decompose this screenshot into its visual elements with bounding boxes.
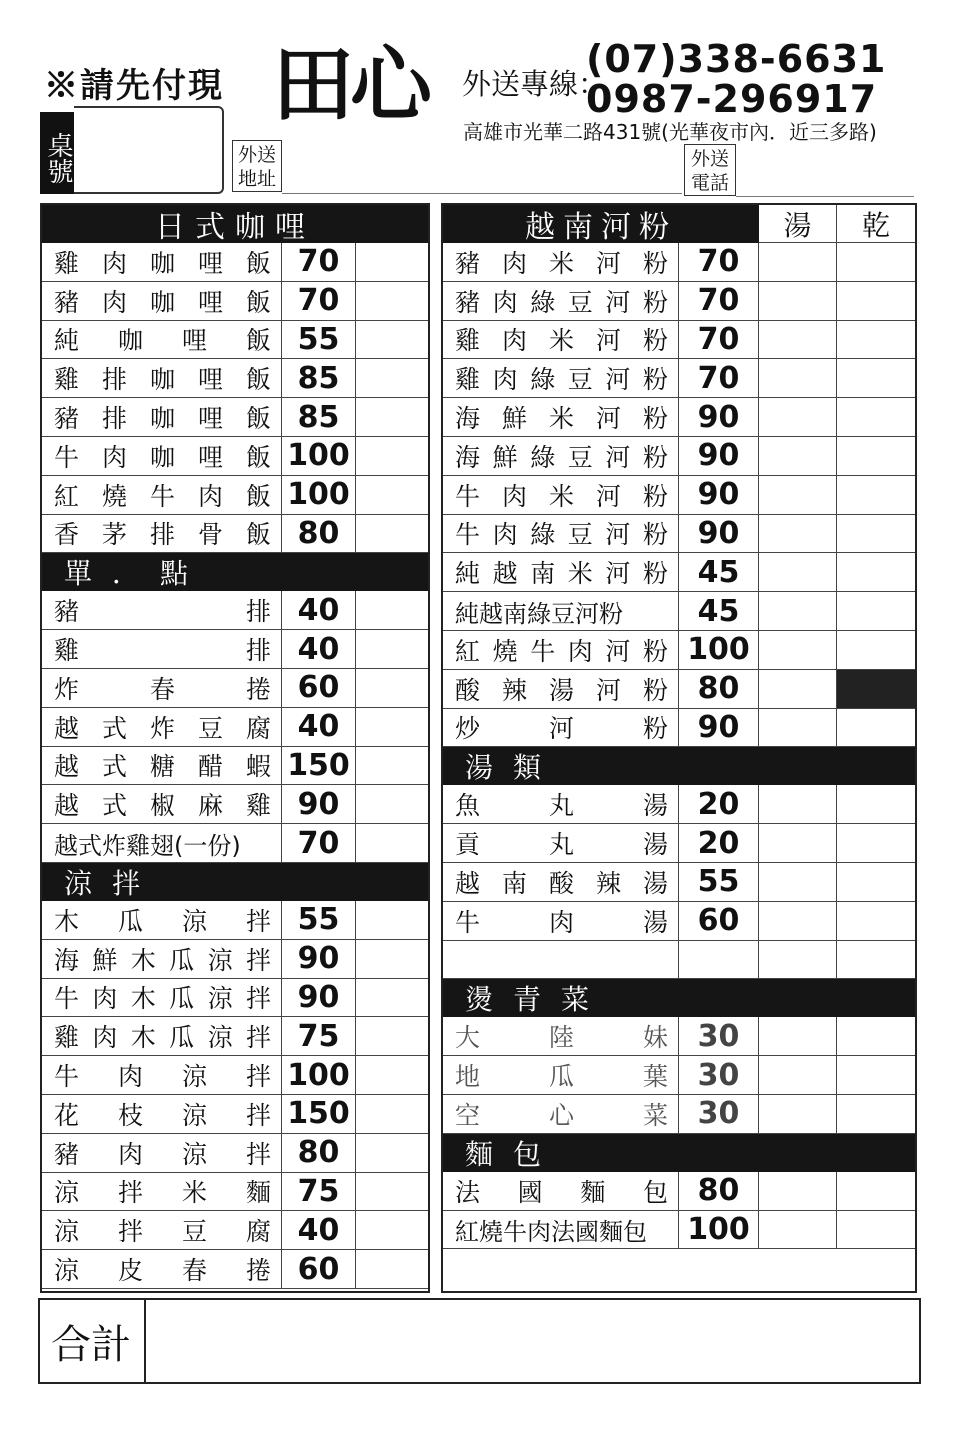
item-name: 紅燒牛肉法國麵包 (443, 1211, 679, 1249)
item-name: 大 陸 妹 (443, 1017, 679, 1055)
item-price: 30 (679, 1095, 759, 1133)
item-price: 100 (679, 1211, 759, 1249)
soup-quantity-cell[interactable] (759, 1211, 837, 1249)
quantity-cell[interactable] (356, 1173, 428, 1211)
menu-row (42, 1056, 428, 1095)
item-name: 海 鮮 木 瓜 涼 拌 (42, 940, 282, 978)
delivery-address-field[interactable] (282, 193, 682, 194)
item-name: 純越南綠豆河粉 (443, 592, 679, 630)
item-name: 法 國 麵 包 (443, 1172, 679, 1210)
soup-quantity-cell[interactable] (759, 282, 837, 320)
menu-row (443, 709, 915, 748)
item-price: 70 (282, 282, 356, 320)
item-price: 90 (679, 515, 759, 553)
item-name: 海 鮮 米 河 粉 (443, 398, 679, 436)
soup-quantity-cell[interactable] (759, 515, 837, 553)
item-price: 55 (282, 321, 356, 359)
soup-quantity-cell[interactable] (759, 359, 837, 397)
blank-cell[interactable] (443, 941, 679, 979)
quantity-cell[interactable] (356, 321, 428, 359)
item-name: 涼 拌 米 麵 (42, 1173, 282, 1211)
item-name: 紅 燒 牛 肉 飯 (42, 476, 282, 514)
menu-row (42, 940, 428, 979)
soup-quantity-cell[interactable] (759, 863, 837, 901)
item-price: 70 (679, 282, 759, 320)
soup-quantity-cell[interactable] (759, 592, 837, 630)
item-price: 100 (282, 476, 356, 514)
item-name: 牛 肉 涼 拌 (42, 1056, 282, 1094)
item-price: 60 (679, 902, 759, 940)
quantity-cell[interactable] (356, 1017, 428, 1055)
soup-quantity-cell[interactable] (759, 1095, 837, 1133)
item-price: 30 (679, 1017, 759, 1055)
soup-quantity-cell[interactable] (759, 902, 837, 940)
section-title: 燙青菜 (465, 983, 610, 1017)
menu-row (443, 670, 915, 709)
item-name: 雞 排 咖 哩 飯 (42, 359, 282, 397)
menu-row (443, 631, 915, 670)
item-price: 55 (282, 901, 356, 939)
item-price: 70 (679, 321, 759, 359)
item-name: 炒 河 粉 (443, 709, 679, 747)
table-number-label: 桌號 (40, 112, 74, 194)
quantity-cell[interactable] (356, 1134, 428, 1172)
item-name: 越式炸雞翅(一份) (42, 824, 282, 862)
item-name: 紅 燒 牛 肉 河 粉 (443, 631, 679, 669)
shop-logo: 田心 (272, 37, 429, 133)
menu-row (443, 243, 915, 282)
soup-quantity-cell[interactable] (759, 824, 837, 862)
item-price: 70 (679, 359, 759, 397)
quantity-cell[interactable] (356, 243, 428, 281)
item-name: 豬 肉 綠 豆 河 粉 (443, 282, 679, 320)
item-price: 85 (282, 398, 356, 436)
item-name: 純 越 南 米 河 粉 (443, 553, 679, 591)
soup-quantity-cell[interactable] (759, 1017, 837, 1055)
item-name: 豬 排 (42, 591, 282, 629)
menu-row (443, 321, 915, 360)
item-price: 40 (282, 591, 356, 629)
item-name: 牛 肉 綠 豆 河 粉 (443, 515, 679, 553)
menu-row (42, 243, 428, 282)
dry-quantity-cell[interactable] (837, 592, 915, 630)
soup-quantity-cell[interactable] (759, 243, 837, 281)
dry-quantity-cell[interactable] (837, 902, 915, 940)
item-price: 75 (282, 1173, 356, 1211)
section-header-greens (443, 979, 915, 1017)
total-box[interactable] (38, 1298, 921, 1384)
menu-row (42, 398, 428, 437)
item-price: 40 (282, 1211, 356, 1249)
menu-row (443, 592, 915, 631)
item-name: 炸 春 捲 (42, 669, 282, 707)
column-dry-header: 乾 (837, 205, 915, 243)
delivery-phone-field[interactable] (736, 196, 914, 197)
item-price: 45 (679, 553, 759, 591)
item-price: 85 (282, 359, 356, 397)
item-name: 牛 肉 湯 (443, 902, 679, 940)
section-title: 湯類 (465, 751, 562, 785)
menu-row (443, 1095, 915, 1134)
quantity-cell[interactable] (356, 359, 428, 397)
menu-row (42, 979, 428, 1018)
quantity-cell[interactable] (356, 824, 428, 862)
shop-address: 高雄市光華二路431號(光華夜市內．近三多路) (463, 120, 877, 144)
soup-quantity-cell[interactable] (759, 631, 837, 669)
item-price: 20 (679, 785, 759, 823)
menu-row (42, 747, 428, 786)
dry-quantity-cell[interactable] (837, 670, 915, 708)
item-price: 60 (282, 1250, 356, 1288)
menu-row (42, 476, 428, 515)
item-name: 雞 肉 米 河 粉 (443, 321, 679, 359)
quantity-cell[interactable] (356, 940, 428, 978)
menu-row (443, 824, 915, 863)
blank-cell[interactable] (759, 941, 837, 979)
delivery-phone-label: 外送電話 (684, 144, 736, 196)
soup-quantity-cell[interactable] (759, 398, 837, 436)
menu-row (42, 630, 428, 669)
phone-mobile: 0987-296917 (586, 77, 878, 121)
column-soup-header: 湯 (759, 205, 837, 243)
dry-quantity-cell[interactable] (837, 282, 915, 320)
item-price: 80 (282, 515, 356, 553)
dry-quantity-cell[interactable] (837, 863, 915, 901)
menu-row (42, 321, 428, 360)
section-title: 越南河粉 (443, 205, 759, 243)
item-name: 貢 丸 湯 (443, 824, 679, 862)
dry-quantity-cell[interactable] (837, 1172, 915, 1210)
section-header-bread (443, 1134, 915, 1172)
item-price: 55 (679, 863, 759, 901)
menu-row (443, 398, 915, 437)
quantity-cell[interactable] (356, 515, 428, 553)
phone-landline: (07)338-6631 (586, 37, 887, 81)
item-price: 100 (679, 631, 759, 669)
menu-row (42, 1173, 428, 1212)
table-number-field[interactable] (74, 106, 224, 194)
item-price: 90 (679, 398, 759, 436)
quantity-cell[interactable] (356, 630, 428, 668)
item-price: 70 (282, 824, 356, 862)
item-name: 牛 肉 木 瓜 涼 拌 (42, 979, 282, 1017)
quantity-cell[interactable] (356, 591, 428, 629)
soup-quantity-cell[interactable] (759, 709, 837, 747)
menu-row (443, 476, 915, 515)
menu-row (443, 863, 915, 902)
soup-quantity-cell[interactable] (759, 785, 837, 823)
item-name: 地 瓜 葉 (443, 1056, 679, 1094)
item-name: 空 心 菜 (443, 1095, 679, 1133)
dry-quantity-cell[interactable] (837, 709, 915, 747)
soup-quantity-cell[interactable] (759, 321, 837, 359)
left-menu-column (40, 203, 430, 1293)
item-name: 涼 拌 豆 腐 (42, 1211, 282, 1249)
right-menu-column (441, 203, 917, 1293)
item-name: 越 南 酸 辣 湯 (443, 863, 679, 901)
item-name: 豬 肉 咖 哩 飯 (42, 282, 282, 320)
item-name: 越 式 椒 麻 雞 (42, 785, 282, 823)
item-name: 酸 辣 湯 河 粉 (443, 670, 679, 708)
delivery-hotline-label: 外送專線： (462, 67, 608, 101)
menu-row (42, 282, 428, 321)
section-title: 日式咖哩 (155, 210, 315, 245)
item-name: 豬 肉 米 河 粉 (443, 243, 679, 281)
menu-row (42, 1134, 428, 1173)
dry-quantity-cell[interactable] (837, 243, 915, 281)
item-name: 越 式 炸 豆 腐 (42, 708, 282, 746)
soup-quantity-cell[interactable] (759, 1172, 837, 1210)
quantity-cell[interactable] (356, 785, 428, 823)
delivery-address-label: 外送地址 (232, 140, 282, 192)
menu-row (443, 359, 915, 398)
menu-row (443, 902, 915, 941)
section-title: 麵包 (465, 1137, 562, 1171)
blank-cell[interactable] (679, 941, 759, 979)
item-price: 90 (282, 940, 356, 978)
quantity-cell[interactable] (356, 282, 428, 320)
item-name: 香 茅 排 骨 飯 (42, 515, 282, 553)
quantity-cell[interactable] (356, 437, 428, 475)
menu-row (42, 669, 428, 708)
menu-row (443, 1056, 915, 1095)
menu-row (42, 1211, 428, 1250)
dry-quantity-cell[interactable] (837, 785, 915, 823)
item-price: 80 (679, 1172, 759, 1210)
section-title: 涼拌 (64, 867, 161, 900)
quantity-cell[interactable] (356, 398, 428, 436)
quantity-cell[interactable] (356, 1056, 428, 1094)
item-name: 牛 肉 咖 哩 飯 (42, 437, 282, 475)
item-name: 木 瓜 涼 拌 (42, 901, 282, 939)
quantity-cell[interactable] (356, 476, 428, 514)
item-name: 豬 排 咖 哩 飯 (42, 398, 282, 436)
item-price: 40 (282, 630, 356, 668)
menu-row (443, 437, 915, 476)
item-name: 海 鮮 綠 豆 河 粉 (443, 437, 679, 475)
menu-row (42, 1250, 428, 1289)
menu-row (42, 1095, 428, 1134)
dry-quantity-cell[interactable] (837, 476, 915, 514)
section-header-noodles (443, 205, 915, 243)
item-name: 雞 肉 木 瓜 涼 拌 (42, 1017, 282, 1055)
item-price: 40 (282, 708, 356, 746)
dry-quantity-cell[interactable] (837, 437, 915, 475)
item-price: 80 (282, 1134, 356, 1172)
dry-quantity-cell[interactable] (837, 359, 915, 397)
item-name: 雞 排 (42, 630, 282, 668)
menu-row (42, 708, 428, 747)
quantity-cell[interactable] (356, 747, 428, 785)
section-header-single (42, 553, 428, 591)
quantity-cell[interactable] (356, 708, 428, 746)
quantity-cell[interactable] (356, 1250, 428, 1288)
item-price: 150 (282, 747, 356, 785)
item-name: 純 咖 哩 飯 (42, 321, 282, 359)
menu-row (42, 359, 428, 398)
dry-quantity-cell[interactable] (837, 321, 915, 359)
dry-quantity-cell[interactable] (837, 824, 915, 862)
item-price: 90 (679, 437, 759, 475)
section-title: 單．點 (64, 557, 209, 591)
menu-row (42, 591, 428, 630)
menu-row (443, 553, 915, 592)
dry-quantity-cell[interactable] (837, 1211, 915, 1249)
item-name: 雞 肉 綠 豆 河 粉 (443, 359, 679, 397)
menu-row (443, 282, 915, 321)
dry-quantity-cell[interactable] (837, 398, 915, 436)
soup-quantity-cell[interactable] (759, 437, 837, 475)
quantity-cell[interactable] (356, 669, 428, 707)
menu-row (443, 1017, 915, 1056)
item-name: 花 枝 涼 拌 (42, 1095, 282, 1133)
menu-row (42, 785, 428, 824)
item-price: 90 (282, 785, 356, 823)
quantity-cell[interactable] (356, 1095, 428, 1133)
menu-row (42, 824, 428, 863)
item-name: 涼 皮 春 捲 (42, 1250, 282, 1288)
item-price: 90 (679, 709, 759, 747)
soup-quantity-cell[interactable] (759, 476, 837, 514)
quantity-cell[interactable] (356, 1211, 428, 1249)
item-price: 90 (282, 979, 356, 1017)
soup-quantity-cell[interactable] (759, 1056, 837, 1094)
dry-quantity-cell[interactable] (837, 515, 915, 553)
item-name: 魚 丸 湯 (443, 785, 679, 823)
soup-quantity-cell[interactable] (759, 670, 837, 708)
menu-row (443, 785, 915, 824)
prepay-notice: ※請先付現 (44, 66, 224, 106)
item-price: 100 (282, 437, 356, 475)
dry-quantity-cell[interactable] (837, 631, 915, 669)
menu-row (443, 515, 915, 554)
item-name: 豬 肉 涼 拌 (42, 1134, 282, 1172)
quantity-cell[interactable] (356, 901, 428, 939)
dry-quantity-cell[interactable] (837, 553, 915, 591)
item-price: 30 (679, 1056, 759, 1094)
dry-quantity-cell[interactable] (837, 1017, 915, 1055)
item-price: 70 (679, 243, 759, 281)
dry-quantity-cell[interactable] (837, 1056, 915, 1094)
item-price: 45 (679, 592, 759, 630)
total-label: 合計 (38, 1298, 146, 1384)
section-header-curry (42, 205, 428, 243)
item-price: 90 (679, 476, 759, 514)
section-header-salad (42, 863, 428, 901)
item-name: 雞 肉 咖 哩 飯 (42, 243, 282, 281)
menu-row (42, 515, 428, 554)
blank-cell[interactable] (837, 941, 915, 979)
item-name: 越 式 糖 醋 蝦 (42, 747, 282, 785)
item-price: 80 (679, 670, 759, 708)
item-price: 20 (679, 824, 759, 862)
item-name: 牛 肉 米 河 粉 (443, 476, 679, 514)
menu-row (42, 1017, 428, 1056)
menu-row (42, 437, 428, 476)
item-price: 150 (282, 1095, 356, 1133)
item-price: 100 (282, 1056, 356, 1094)
item-price: 60 (282, 669, 356, 707)
quantity-cell[interactable] (356, 979, 428, 1017)
soup-quantity-cell[interactable] (759, 553, 837, 591)
menu-row (443, 1172, 915, 1211)
item-price: 75 (282, 1017, 356, 1055)
blank-row (443, 941, 915, 980)
menu-row (42, 901, 428, 940)
section-header-soup (443, 747, 915, 785)
dry-quantity-cell[interactable] (837, 1095, 915, 1133)
menu-row (443, 1211, 915, 1250)
item-price: 70 (282, 243, 356, 281)
